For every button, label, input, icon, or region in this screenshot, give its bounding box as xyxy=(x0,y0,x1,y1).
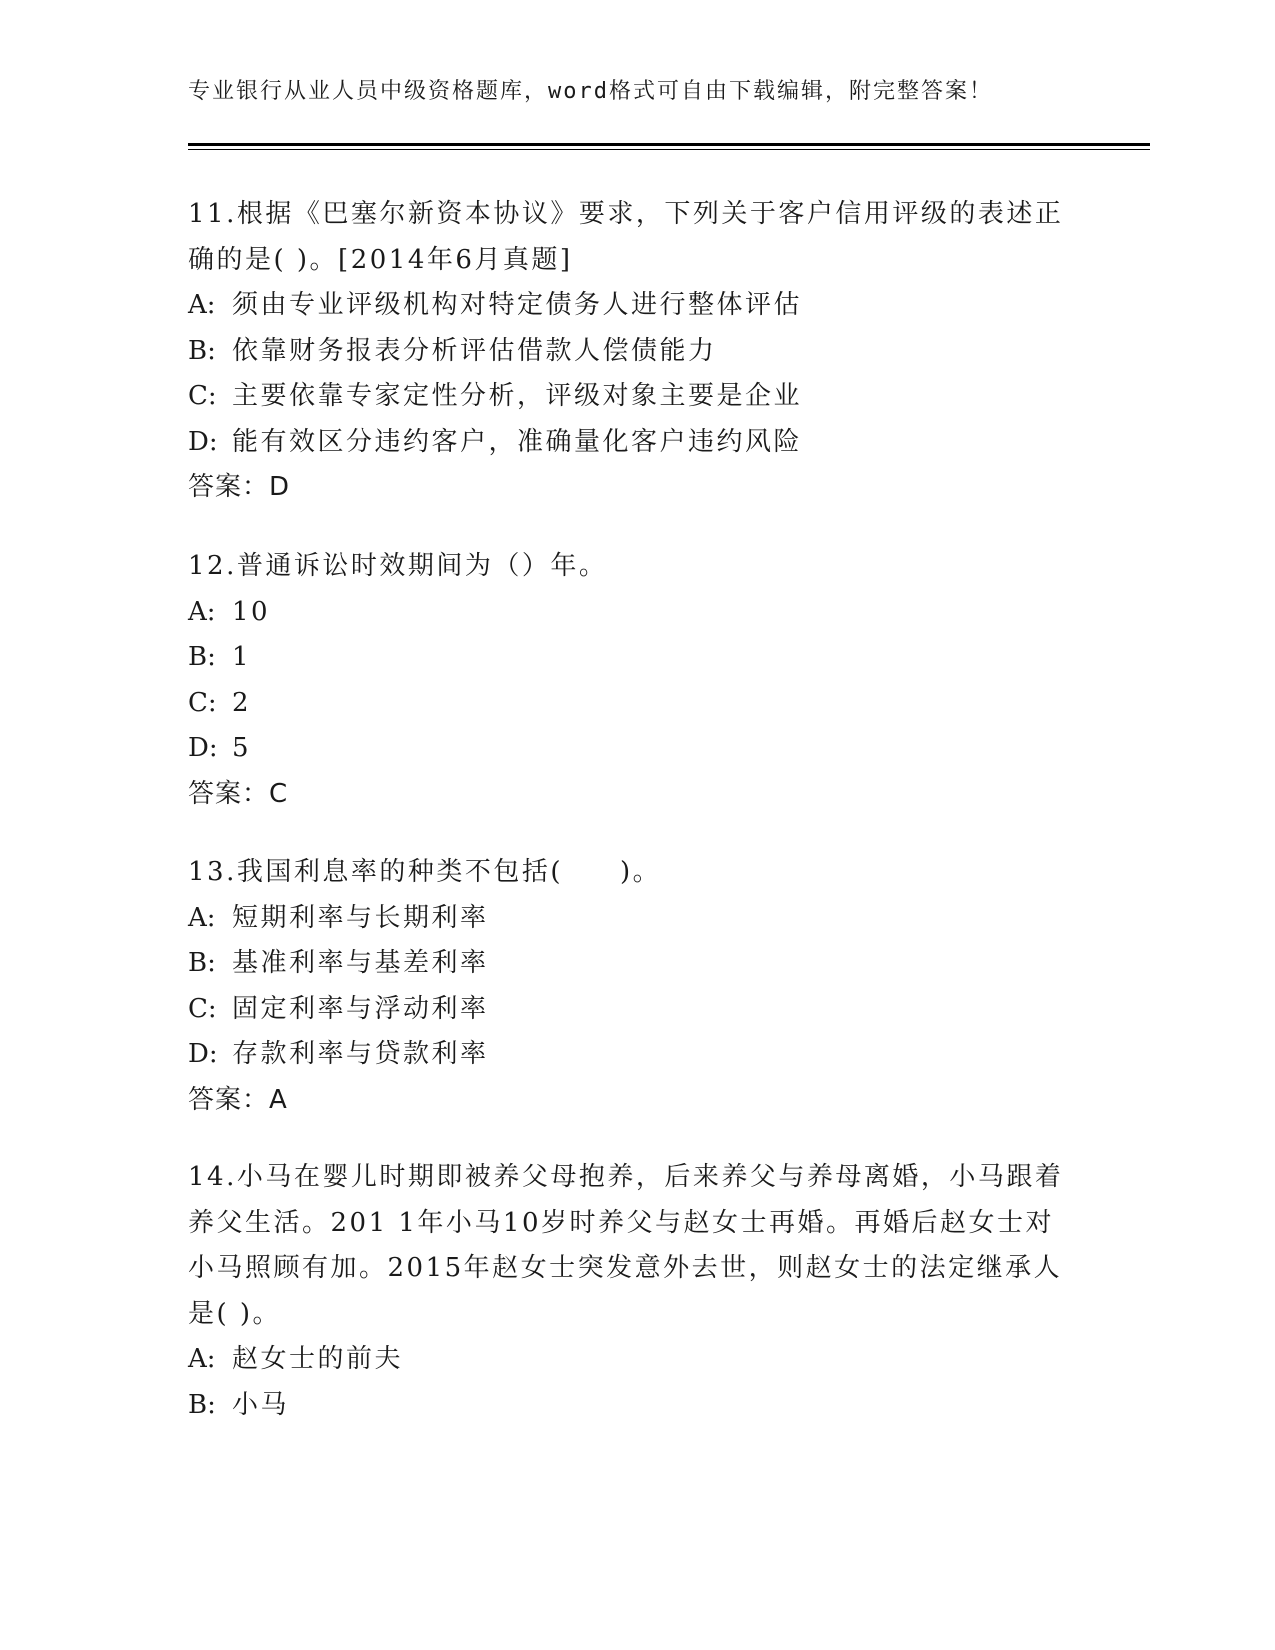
option-c xyxy=(188,987,1088,1033)
option-c xyxy=(188,374,1088,420)
option-text: 小马 xyxy=(232,1389,290,1420)
option-b xyxy=(188,329,1088,375)
option-a xyxy=(188,590,1088,636)
option-b xyxy=(188,941,1088,987)
question-stem-line: 13.我国利息率的种类不包括( )。 xyxy=(188,857,662,887)
option-a xyxy=(188,1337,1088,1383)
option-text: 存款利率与贷款利率 xyxy=(232,1039,489,1069)
option-text: 基准利率与基差利率 xyxy=(232,948,489,978)
option-a xyxy=(188,283,1088,329)
question-12 xyxy=(188,544,1088,817)
question-11 xyxy=(188,192,1088,511)
option-letter: C: xyxy=(188,687,217,718)
option-letter: A: xyxy=(188,596,216,627)
question-stem-line: 14.小马在婴儿时期即被养父母抱养，后来养父与养母离婚，小马跟着 xyxy=(188,1162,1064,1192)
option-d xyxy=(188,420,1088,466)
option-letter: B: xyxy=(188,948,216,978)
option-letter: B: xyxy=(188,642,216,672)
option-text: 10 xyxy=(232,596,271,627)
question-stem-line: 小马照顾有加。2015年赵女士突发意外去世，则赵女士的法定继承人 xyxy=(188,1253,1063,1283)
option-text: 固定利率与浮动利率 xyxy=(232,993,489,1024)
option-letter: D: xyxy=(188,426,218,457)
option-d xyxy=(188,726,1088,772)
question-stem-line: 确的是( )。[2014年6月真题] xyxy=(188,244,573,275)
option-text: 主要依靠专家定性分析，评级对象主要是企业 xyxy=(232,381,803,411)
question-stem-line: 12.普通诉讼时效期间为（）年。 xyxy=(188,551,608,581)
option-letter: B: xyxy=(188,335,216,366)
option-letter: A: xyxy=(188,1344,216,1374)
question-14 xyxy=(188,1155,1088,1428)
header-rule-thick xyxy=(188,143,1150,146)
option-letter: D: xyxy=(188,733,218,763)
page-header: 专业银行从业人员中级资格题库，word格式可自由下载编辑，附完整答案！ xyxy=(188,79,993,104)
option-text: 须由专业评级机构对特定债务人进行整体评估 xyxy=(232,290,803,320)
answer-line: 答案：C xyxy=(188,778,289,809)
question-stem-line: 是( )。 xyxy=(188,1298,282,1329)
option-b xyxy=(188,1383,1088,1429)
option-letter: D: xyxy=(188,1039,218,1069)
option-text: 依靠财务报表分析评估借款人偿债能力 xyxy=(232,335,717,366)
option-a xyxy=(188,896,1088,942)
option-text: 能有效区分违约客户，准确量化客户违约风险 xyxy=(232,426,803,457)
option-text: 赵女士的前夫 xyxy=(232,1344,404,1374)
answer-line: 答案：A xyxy=(188,1084,288,1115)
option-letter: C: xyxy=(188,993,217,1024)
question-stem-line: 养父生活。201 1年小马10岁时养父与赵女士再婚。再婚后赵女士对 xyxy=(188,1207,1055,1238)
option-text: 2 xyxy=(232,687,252,718)
option-text: 短期利率与长期利率 xyxy=(232,902,489,933)
question-13 xyxy=(188,850,1088,1123)
question-stem-line: 11.根据《巴塞尔新资本协议》要求，下列关于客户信用评级的表述正 xyxy=(188,199,1064,229)
option-letter: B: xyxy=(188,1389,216,1420)
option-letter: C: xyxy=(188,381,217,411)
option-d xyxy=(188,1032,1088,1078)
option-letter: A: xyxy=(188,290,216,320)
option-b xyxy=(188,635,1088,681)
option-letter: A: xyxy=(188,902,216,933)
option-text: 5 xyxy=(232,733,252,763)
answer-line: 答案：D xyxy=(188,472,291,502)
option-c xyxy=(188,681,1088,727)
option-text: 1 xyxy=(232,642,252,672)
header-rule-thin xyxy=(188,149,1150,150)
